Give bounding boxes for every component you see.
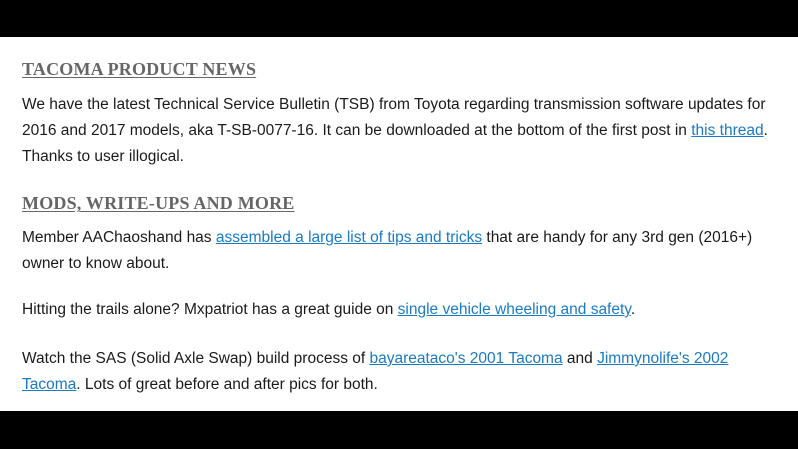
jimmynolife-link[interactable]: Jimmynolife's 2002 Tacoma <box>22 350 729 393</box>
tips-and-tricks-link[interactable]: assembled a large list of tips and tricks <box>215 229 483 246</box>
newsletter-page <box>0 37 798 411</box>
paragraph-text: . Lots of great before and after pics for both. <box>76 376 378 393</box>
tsb-paragraph <box>22 92 782 170</box>
paragraph-text: . <box>630 301 636 318</box>
paragraph-text: . Thanks to user illogical. <box>22 122 768 165</box>
section-heading-product-news: TACOMA PRODUCT NEWS <box>22 59 257 79</box>
trails-paragraph <box>22 297 782 323</box>
tips-paragraph <box>22 225 782 277</box>
paragraph-text: and <box>562 350 598 367</box>
paragraph-text: We have the latest Technical Service Bulletin (TSB) from Toyota regarding transmission software updates for 2016 and 2017 models, aka T-SB-0077-16. It can be downloaded at the bottom of the first post in <box>22 96 766 139</box>
paragraph-text: that are handy for any 3rd gen (2016+) owner to know about. <box>22 229 753 272</box>
this-thread-link[interactable]: this thread <box>691 122 764 139</box>
paragraph-text: Member AAChaoshand has <box>22 229 216 246</box>
paragraph-text: Hitting the trails alone? Mxpatriot has a great guide on <box>22 301 398 318</box>
paragraph-text: Watch the SAS (Solid Axle Swap) build process of <box>22 350 370 367</box>
wheeling-safety-link[interactable]: single vehicle wheeling and safety <box>397 301 631 318</box>
section-heading-mods: MODS, WRITE-UPS AND MORE <box>22 193 295 213</box>
sas-paragraph <box>22 346 782 398</box>
bayareataco-link[interactable]: bayareataco's 2001 Tacoma <box>369 350 563 367</box>
